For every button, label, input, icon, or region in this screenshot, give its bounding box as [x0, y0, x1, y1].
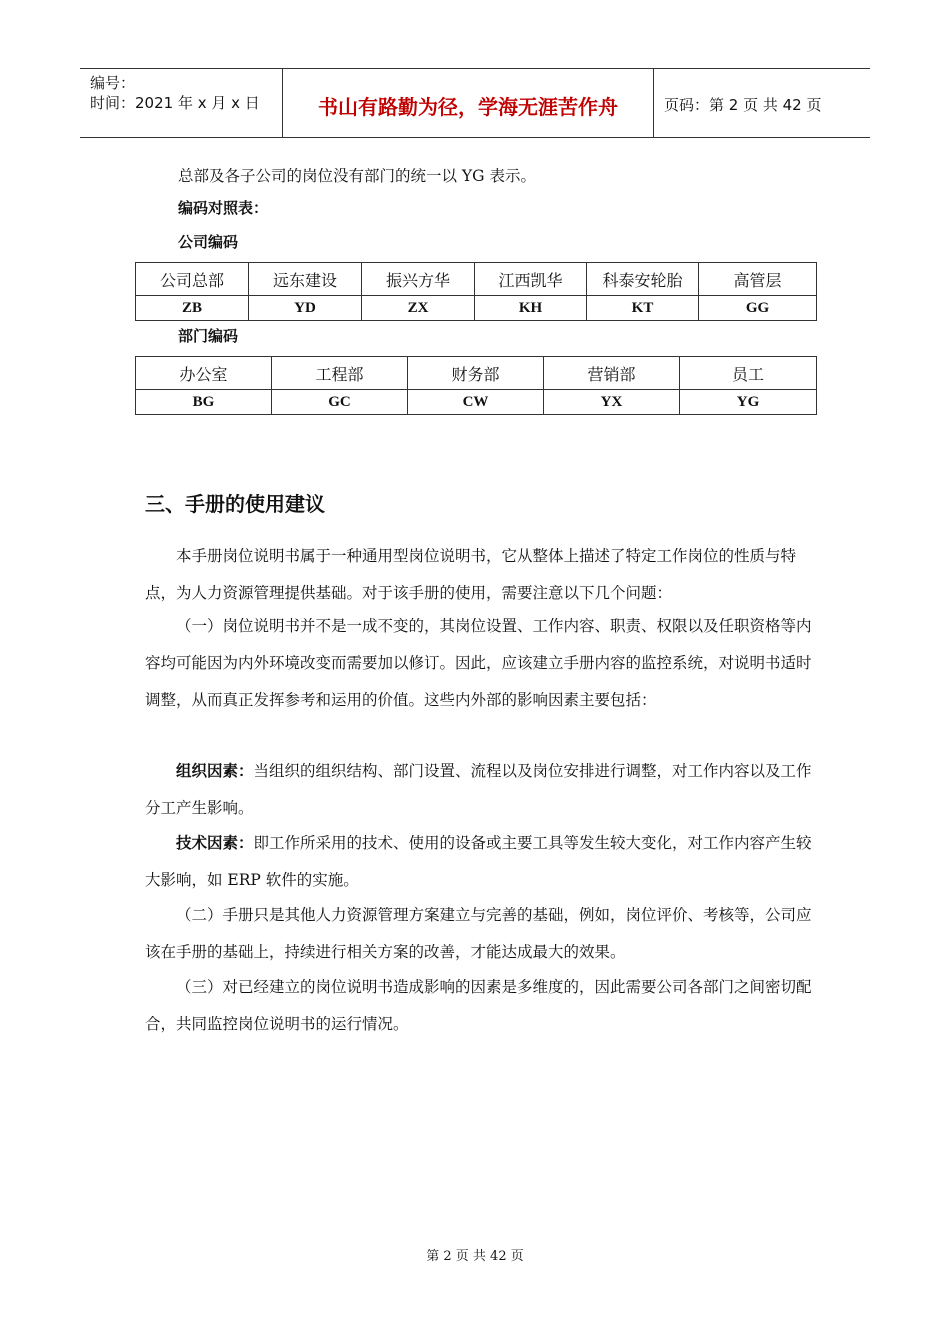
- paragraph-3: [145, 753, 815, 827]
- table-cell: 科泰安轮胎: [587, 263, 699, 296]
- org-factor-label: 组织因素：: [176, 762, 254, 780]
- table-cell: KT: [587, 296, 699, 321]
- company-code-table: [135, 262, 817, 321]
- table-cell: 财务部: [408, 357, 544, 390]
- table-cell: 员工: [680, 357, 817, 390]
- paragraph-1: 本手册岗位说明书属于一种通用型岗位说明书，它从整体上描述了特定工作岗位的性质与特点，为人力资源管理提供基础。对于该手册的使用，需要注意以下几个问题：: [145, 547, 797, 602]
- table-cell: 办公室: [136, 357, 272, 390]
- table-cell: 营销部: [544, 357, 680, 390]
- table-cell: ZB: [136, 296, 249, 321]
- paragraph-6: （三）对已经建立的岗位说明书造成影响的因素是多维度的，因此需要公司各部门之间密切配合，共同监控岗位说明书的运行情况。: [145, 978, 812, 1033]
- table-cell: 公司总部: [136, 263, 249, 296]
- dept-code-table: [135, 356, 817, 415]
- table-cell: 江西凯华: [475, 263, 587, 296]
- company-code-row: [136, 296, 817, 321]
- intro-line: 总部及各子公司的岗位没有部门的统一以 YG 表示。: [178, 167, 536, 185]
- table-cell: YG: [680, 390, 817, 415]
- table-cell: 高管层: [699, 263, 817, 296]
- table-cell: CW: [408, 390, 544, 415]
- tech-factor-label: 技术因素：: [176, 834, 254, 852]
- table-cell: YX: [544, 390, 680, 415]
- code-label: 编号：: [90, 74, 136, 92]
- table-cell: GC: [272, 390, 408, 415]
- paragraph-5: （二）手册只是其他人力资源管理方案建立与完善的基础，例如，岗位评价、考核等，公司应该在手册的基础上，持续进行相关方案的改善，才能达成最大的效果。: [145, 906, 812, 961]
- paragraph-2: （一）岗位说明书并不是一成不变的，其岗位设置、工作内容、职责、权限以及任职资格等内容均可能因为内外环境改变而需要加以修订。因此，应该建立手册内容的监控系统，对说明书适时调整，从而真正发挥参考和运用的价值。这些内外部的影响因素主要包括：: [145, 617, 812, 709]
- dept-code-row: [136, 390, 817, 415]
- table-cell: ZX: [362, 296, 475, 321]
- page-header: [80, 68, 870, 138]
- org-factor-text: 当组织的组织结构、部门设置、流程以及岗位安排进行调整，对工作内容以及工作分工产生影响。: [145, 762, 812, 817]
- table-cell: KH: [475, 296, 587, 321]
- company-name-row: [136, 263, 817, 296]
- table-title: 编码对照表：: [178, 199, 269, 217]
- table-cell: 振兴方华: [362, 263, 475, 296]
- table-cell: BG: [136, 390, 272, 415]
- tech-factor-text: 即工作所采用的技术、使用的设备或主要工具等发生较大变化，对工作内容产生较大影响，如 ERP 软件的实施。: [145, 834, 812, 889]
- table-cell: GG: [699, 296, 817, 321]
- company-code-title: 公司编码: [178, 233, 239, 251]
- page-footer: 第 2 页 共 42 页: [426, 1249, 524, 1264]
- time-label: 时间：2021 年 x 月 x 日: [90, 94, 260, 112]
- table-cell: 工程部: [272, 357, 408, 390]
- paragraph-4: [145, 825, 815, 899]
- table-cell: 远东建设: [249, 263, 362, 296]
- header-motto: 书山有路勤为径，学海无涯苦作舟: [282, 69, 654, 137]
- dept-code-title: 部门编码: [178, 327, 239, 345]
- section-title: 三、手册的使用建议: [145, 492, 325, 516]
- header-left: [80, 69, 282, 137]
- dept-name-row: [136, 357, 817, 390]
- header-page-label: 页码：第 2 页 共 42 页: [664, 95, 822, 114]
- table-cell: YD: [249, 296, 362, 321]
